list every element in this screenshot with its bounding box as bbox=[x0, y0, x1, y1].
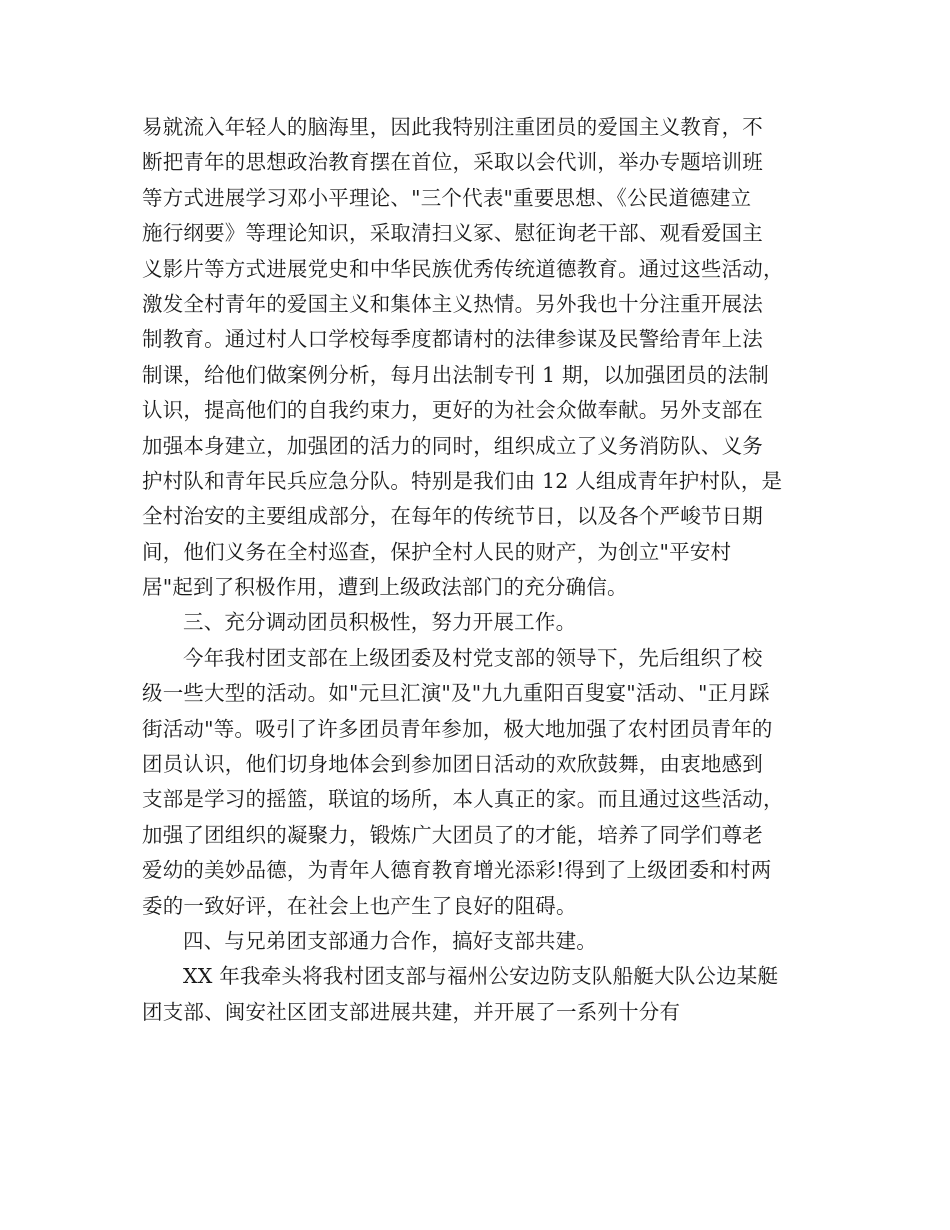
text-line: XX 年我牵头将我村团支部与福州公安边防支队船艇大队公边某艇 bbox=[183, 964, 779, 989]
text-line: 级一些大型的活动。如"元旦汇演"及"九九重阳百叟宴"活动、"正月踩 bbox=[142, 681, 770, 706]
text-line: 今年我村团支部在上级团委及村党支部的领导下，先后组织了校 bbox=[183, 645, 763, 670]
text-line: 爱幼的美妙品德，为青年人德育教育增光添彩!得到了上级团委和村两 bbox=[142, 858, 772, 883]
text-line: 三、充分调动团员积极性，努力开展工作。 bbox=[183, 610, 577, 635]
text-line: 易就流入年轻人的脑海里，因此我特别注重团员的爱国主义教育，不 bbox=[142, 115, 763, 139]
text-line: 制教育。通过村人口学校每季度都请村的法律参谋及民警给青年上法 bbox=[142, 327, 763, 352]
text-line: 施行纲要》等理论知识，采取清扫义冢、慰征询老干部、观看爱国主 bbox=[142, 221, 763, 246]
text-line: 认识，提高他们的自我约束力，更好的为社会众做奉献。另外支部在 bbox=[142, 398, 763, 423]
text-line: 团支部、闽安社区团支部进展共建，并开展了一系列十分有 bbox=[142, 999, 681, 1024]
text-line: 等方式进展学习邓小平理论、"三个代表"重要思想、《公民道德建立 bbox=[142, 185, 752, 210]
text-line: 全村治安的主要组成部分，在每年的传统节日，以及各个严峻节日期 bbox=[142, 504, 763, 529]
text-line: 居"起到了积极作用，遭到上级政法部门的充分确信。 bbox=[142, 575, 628, 600]
text-line: 街活动"等。吸引了许多团员青年参加，极大地加强了农村团员青年的 bbox=[142, 716, 773, 741]
text-line: 护村队和青年民兵应急分队。特别是我们由 12 人组成青年护村队，是 bbox=[142, 468, 783, 493]
text-line: 激发全村青年的爱国主义和集体主义热情。另外我也十分注重开展法 bbox=[142, 291, 763, 316]
text-line: 委的一致好评，在社会上也产生了良好的阻碍。 bbox=[142, 893, 577, 918]
text-line: 间，他们义务在全村巡查，保护全村人民的财产，为创立"平安村 bbox=[142, 539, 732, 564]
document-body bbox=[142, 110, 832, 1030]
text-line: 团员认识，他们切身地体会到参加团日活动的欢欣鼓舞，由衷地感到 bbox=[142, 752, 763, 777]
text-line: 四、与兄弟团支部通力合作，搞好支部共建。 bbox=[183, 928, 597, 953]
text-line: 断把青年的思想政治教育摆在首位，采取以会代训，举办专题培训班 bbox=[142, 150, 763, 175]
text-line: 加强本身建立，加强团的活力的同时，组织成立了义务消防队、义务 bbox=[142, 433, 763, 458]
text-line: 义影片等方式进展党史和中华民族优秀传统道德教育。通过这些活动， bbox=[142, 256, 784, 281]
text-line: 制课，给他们做案例分析，每月出法制专刊 1 期，以加强团员的法制 bbox=[142, 362, 769, 387]
text-line: 支部是学习的摇篮，联谊的场所，本人真正的家。而且通过这些活动， bbox=[142, 787, 784, 812]
text-line: 加强了团组织的凝聚力，锻炼广大团员了的才能，培养了同学们尊老 bbox=[142, 822, 763, 847]
